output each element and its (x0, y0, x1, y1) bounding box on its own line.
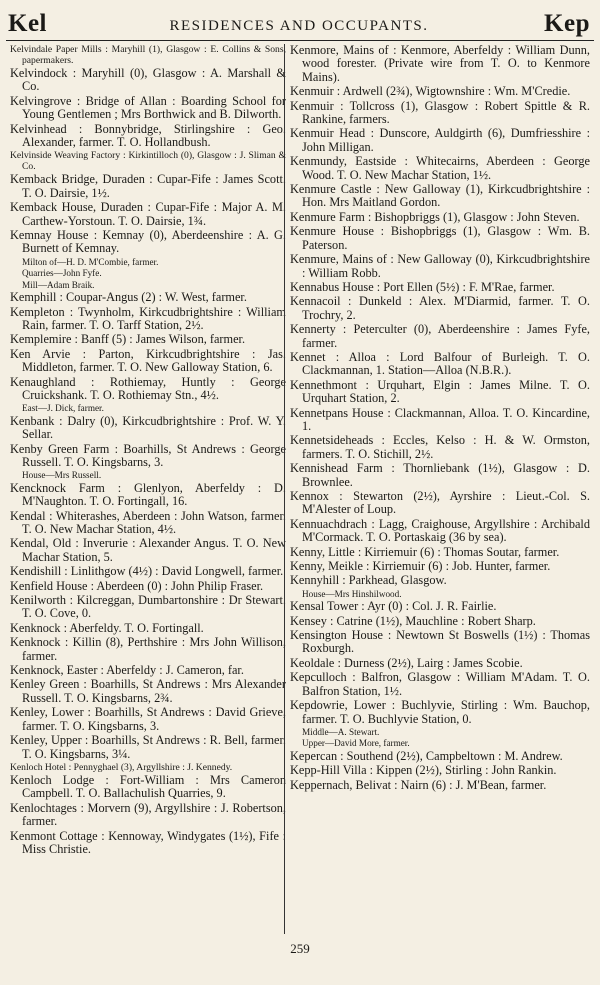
sub-entry: Milton of—H. D. M'Combie, farmer. (22, 256, 159, 267)
directory-entry: Kelvindock : Maryhill (0), Glasgow : A. Marshall & Co. (10, 66, 286, 94)
directory-entry: Kendal : Whiterashes, Aberdeen : John Watson, farmer. T. O. New Machar Station, 4½. (10, 508, 286, 536)
sub-entry: Quarries—John Fyfe. (22, 268, 102, 279)
directory-entry: Kenloch Hotel : Pennyghael (3), Argyllshire : J. Kennedy. (10, 761, 233, 773)
directory-entry: Kenmure House : Bishopbriggs (1), Glasgow : Wm. B. Paterson. (290, 224, 590, 252)
directory-entry: Kensey : Catrine (1½), Mauchline : Robert Sharp. (290, 613, 536, 628)
column-divider (284, 44, 285, 934)
directory-entry: Kemphill : Coupar-Angus (2) : W. West, farmer. (10, 290, 247, 305)
directory-entry: Kennetsideheads : Eccles, Kelso : H. & W. Ormston, farmers. T. O. Stichill, 2½. (290, 433, 590, 461)
directory-entry: Kennishead Farm : Thornliebank (1½), Glasgow : D. Brownlee. (290, 461, 590, 489)
directory-entry: Kennuachdrach : Lagg, Craighouse, Argyllshire : Archibald M'Cormack. T. O. Portaskaig (36 by sea). (290, 516, 590, 545)
sub-entry: Upper—David More, farmer. (302, 738, 410, 749)
directory-entry: Kenmure, Mains of : New Galloway (0), Kirkcudbrightshire : William Robb. (290, 252, 590, 280)
sub-entry: House—Mrs Hinshilwood. (302, 588, 402, 599)
directory-entry: Kennacoil : Dunkeld : Alex. M'Diarmid, farmer. T. O. Trochry, 2. (290, 294, 590, 322)
running-header (6, 8, 592, 42)
directory-entry: Kemback House, Duraden : Cupar-Fife : Major A. M. Carthew-Yorstoun. T. O. Dairsie, 1¾. (10, 200, 286, 228)
directory-entry: Kennerty : Peterculter (0), Aberdeenshire : James Fyfe, farmer. (290, 322, 590, 350)
header-rule (6, 40, 594, 41)
directory-entry: Kenmure Farm : Bishopbriggs (1), Glasgow : John Steven. (290, 209, 580, 224)
directory-entry: Kenley, Upper : Boarhills, St Andrews : R. Bell, farmer. T. O. Kingsbarns, 3¼. (10, 733, 286, 761)
directory-entry: Kenilworth : Kilcreggan, Dumbartonshire : Dr Stewart. T. O. Cove, 0. (10, 593, 286, 621)
directory-entry: Kelvinhead : Bonnybridge, Stirlingshire : Geo. Alexander, farmer. T. O. Hollandbush. (10, 121, 286, 150)
directory-entry: Ken Arvie : Parton, Kirkcudbrightshire : Jas. Middleton, farmer. T. O. New Galloway Station, 6. (10, 346, 286, 375)
directory-entry: Kenmont Cottage : Kennoway, Windygates (1½), Fife : Miss Christie. (10, 828, 286, 856)
directory-entry: Kenmure Castle : New Galloway (1), Kirkcudbrightshire : Hon. Mrs Maitland Gordon. (290, 182, 590, 210)
header-right-guide-word: Kep (544, 10, 590, 37)
directory-entry: Kennyhill : Parkhead, Glasgow. (290, 573, 447, 588)
directory-entry: Kepp-Hill Villa : Kippen (2½), Stirling : John Rankin. (290, 763, 557, 778)
directory-entry: Kenknock : Killin (8), Perthshire : Mrs John Willison, farmer. (10, 635, 286, 663)
directory-entry: Kemback Bridge, Duraden : Cupar-Fife : James Scott. T. O. Dairsie, 1½. (10, 172, 286, 200)
directory-entry: Kempleton : Twynholm, Kirkcudbrightshire : William Rain, farmer. T. O. Tarff Station, 2½. (10, 304, 286, 332)
directory-entry: Kenknock : Aberfeldy. T. O. Fortingall. (10, 620, 204, 635)
sub-entry: East—J. Dick, farmer. (22, 403, 104, 414)
sub-entry: Mill—Adam Braik. (22, 279, 95, 290)
directory-entry: Kemnay House : Kemnay (0), Aberdeenshire : A. G. Burnett of Kemnay. (10, 228, 286, 256)
directory-entry: Kenloch Lodge : Fort-William : Mrs Cameron Campbell. T. O. Ballachulish Quarries, 9. (10, 772, 286, 801)
directory-entry: Kenny, Little : Kirriemuir (6) : Thomas Soutar, farmer. (290, 544, 560, 559)
directory-entry: Kemplemire : Banff (5) : James Wilson, farmer. (10, 332, 246, 347)
directory-entry: Keppernach, Belivat : Nairn (6) : J. M'Bean, farmer. (290, 777, 547, 792)
directory-entry: Keoldale : Durness (2½), Lairg : James Scobie. (290, 655, 523, 670)
left-column (10, 44, 286, 934)
sub-entry: Middle—A. Stewart. (302, 726, 380, 737)
directory-entry: Kennabus House : Port Ellen (5½) : F. M'Rae, farmer. (290, 279, 555, 294)
directory-entry: Kenmore, Mains of : Kenmore, Aberfeldy : William Dunn, wood forester. (Private wire from T. O. to Kenmore Mains). (290, 44, 590, 84)
directory-entry: Kenny, Meikle : Kirriemuir (6) : Job. Hunter, farmer. (290, 559, 551, 574)
directory-entry: Kenby Green Farm : Boarhills, St Andrews : George Russell. T. O. Kingsbarns, 3. (10, 441, 286, 469)
directory-entry: Kenlochtages : Morvern (9), Argyllshire : J. Robertson, farmer. (10, 800, 286, 829)
directory-entry: Kepculloch : Balfron, Glasgow : William M'Adam. T. O. Balfron Station, 1½. (290, 670, 590, 698)
directory-entry: Kenmundy, Eastside : Whitecairns, Aberdeen : George Wood. T. O. New Machar Station, 1½. (290, 154, 590, 182)
directory-entry: Kelvinside Weaving Factory : Kirkintilloch (0), Glasgow : J. Sliman & Co. (10, 150, 286, 173)
directory-entry: Kenley Green : Boarhills, St Andrews : Mrs Alexander Russell. T. O. Kingsbarns, 2¾. (10, 677, 286, 705)
directory-entry: Kepercan : Southend (2½), Campbeltown : M. Andrew. (290, 748, 563, 763)
directory-entry: Kenmuir : Ardwell (2¾), Wigtownshire : Wm. M'Credie. (290, 84, 571, 99)
header-left-guide-word: Kel (8, 10, 47, 37)
directory-entry: Kenknock, Easter : Aberfeldy : J. Cameron, far. (10, 663, 244, 678)
directory-entry: Kenmuir : Tollcross (1), Glasgow : Robert Spittle & R. Rankine, farmers. (290, 98, 590, 127)
directory-entry: Kenley, Lower : Boarhills, St Andrews : David Grieve, farmer. T. O. Kingsbarns, 3. (10, 705, 286, 733)
directory-entry: Kennox : Stewarton (2½), Ayrshire : Lieut.-Col. S. M'Alester of Loup. (290, 489, 590, 517)
right-column (290, 44, 590, 934)
directory-entry: Kendishill : Linlithgow (4½) : David Longwell, farmer. (10, 564, 284, 579)
directory-entry: Kennet : Alloa : Lord Balfour of Burleigh. T. O. Clackmannan, 1. Station—Alloa (N.B.R.). (290, 349, 590, 378)
directory-entry: Kelvingrove : Bridge of Allan : Boarding School for Young Gentlemen ; Mrs Borthwick and B. Dilworth. (10, 93, 286, 122)
directory-entry: Kenmuir Head : Dunscore, Auldgirth (6), Dumfriesshire : John Milligan. (290, 126, 590, 154)
directory-entry: Kencknock Farm : Glenlyon, Aberfeldy : D. M'Naughton. T. O. Fortingall, 16. (10, 480, 286, 509)
directory-entry: Kennethmont : Urquhart, Elgin : James Milne. T. O. Urquhart Station, 2. (290, 377, 590, 406)
directory-entry: Kepdowrie, Lower : Buchlyvie, Stirling : Wm. Bauchop, farmer. T. O. Buchlyvie Station, 0. (290, 698, 590, 726)
page-number: 259 (290, 941, 310, 956)
directory-entry: Kenfield House : Aberdeen (0) : John Philip Fraser. (10, 578, 264, 593)
directory-entry: Kenaughland : Rothiemay, Huntly : George Cruickshank. T. O. Rothiemay Stn., 4½. (10, 374, 286, 402)
directory-entry: Kendal, Old : Inverurie : Alexander Angus. T. O. New Machar Station, 5. (10, 536, 286, 564)
directory-entry: Kenbank : Dalry (0), Kirkcudbrightshire : Prof. W. Y. Sellar. (10, 413, 286, 442)
directory-entry: Kensington House : Newtown St Boswells (1½) : Thomas Roxburgh. (290, 628, 590, 656)
sub-entry: House—Mrs Russell. (22, 470, 102, 481)
directory-entry: Kensal Tower : Ayr (0) : Col. J. R. Fairlie. (290, 599, 497, 614)
directory-entry: Kelvindale Paper Mills : Maryhill (1), Glasgow : E. Collins & Sons, papermakers. (10, 44, 286, 66)
directory-entry: Kennetpans House : Clackmannan, Alloa. T. O. Kincardine, 1. (290, 405, 590, 433)
header-title: RESIDENCES AND OCCUPANTS. (169, 18, 429, 34)
